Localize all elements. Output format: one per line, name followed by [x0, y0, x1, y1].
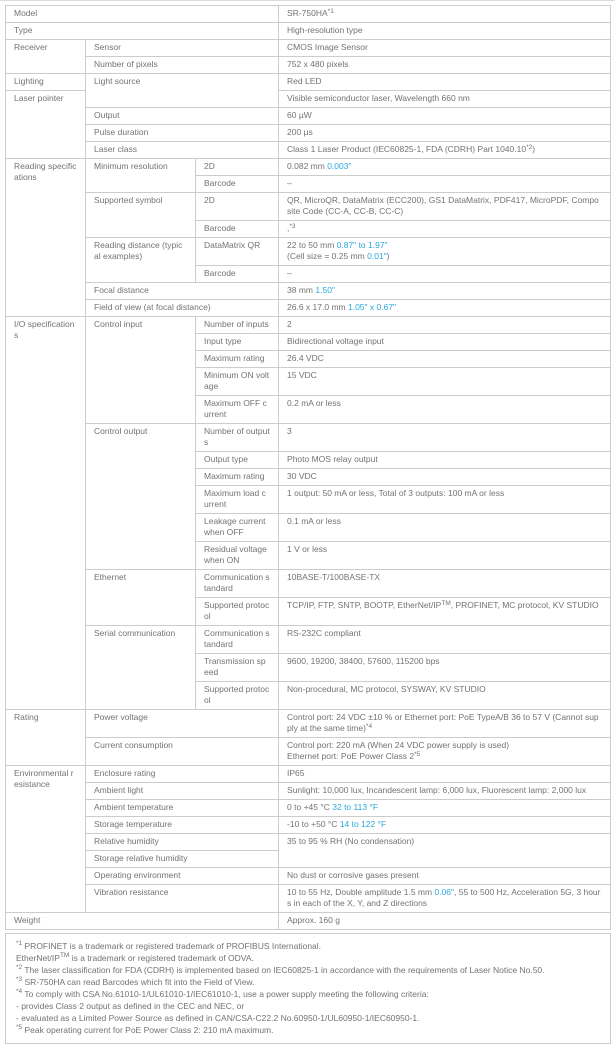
table-row — [6, 300, 611, 317]
superscript-marker: *4 — [16, 988, 23, 995]
spec-label-cell — [6, 913, 279, 930]
superscript-marker: *5 — [414, 751, 421, 758]
spec-text: Minimum ON voltage — [204, 370, 270, 391]
spec-text: 9600, 19200, 38400, 57600, 115200 bps — [287, 656, 440, 666]
spec-text: EtherNet/IP — [16, 953, 60, 963]
spec-value-cell — [279, 834, 611, 868]
unit-conversion-text: 1.05" x 0.67" — [347, 302, 397, 312]
spec-text: 38 mm — [287, 285, 316, 295]
spec-text: 10BASE-T/100BASE-TX — [287, 572, 381, 582]
spec-text: Control output — [94, 426, 148, 436]
spec-value-cell — [279, 626, 611, 654]
spec-label-cell — [6, 6, 279, 23]
spec-text: PROFINET is a trademark or registered trademark of PROFIBUS International. — [22, 941, 322, 951]
spec-text: 26.4 VDC — [287, 353, 324, 363]
superscript-marker: *1 — [16, 940, 23, 947]
spec-text: High-resolution type — [287, 25, 363, 35]
superscript-marker: *5 — [16, 1024, 23, 1031]
spec-label-cell — [86, 868, 279, 885]
spec-label-cell — [86, 626, 196, 710]
spec-text: Environmental resistance — [14, 768, 74, 789]
spec-text: Maximum load current — [204, 488, 266, 509]
footnotes-box — [5, 933, 611, 1044]
spec-text: 1 V or less — [287, 544, 328, 554]
footnote-line — [16, 976, 600, 988]
spec-value-cell — [279, 514, 611, 542]
spec-value-cell — [279, 142, 611, 159]
spec-text: 0 to +45 °C — [287, 802, 333, 812]
spec-text: Leakage current when OFF — [204, 516, 266, 537]
spec-value-cell — [279, 396, 611, 424]
spec-text: RS-232C compliant — [287, 628, 361, 638]
spec-text: – — [287, 268, 292, 278]
spec-label-cell — [196, 266, 279, 283]
spec-text: - evaluated as a Limited Power Source as defined in CAN/CSA-C22.2 No.60950-1/UL60950-1/IEC60950-1. — [16, 1013, 420, 1023]
spec-label-cell — [196, 351, 279, 368]
spec-label-cell — [6, 710, 86, 766]
spec-value-cell — [279, 159, 611, 176]
spec-value-cell — [279, 486, 611, 514]
spec-value-cell — [279, 108, 611, 125]
spec-text: 2D — [204, 161, 215, 171]
spec-text: Maximum rating — [204, 353, 265, 363]
spec-label-cell — [196, 317, 279, 334]
spec-label-cell — [86, 766, 279, 783]
spec-text: Bidirectional voltage input — [287, 336, 384, 346]
footnote-line — [16, 1000, 600, 1012]
footnote-line — [16, 988, 600, 1000]
spec-label-cell — [86, 238, 196, 283]
unit-conversion-text: 0.06" — [434, 887, 455, 897]
spec-value-cell — [279, 300, 611, 317]
spec-text: Ethernet port: PoE Power Class 2 — [287, 751, 415, 761]
spec-text: Power voltage — [94, 712, 148, 722]
spec-text: Laser class — [94, 144, 137, 154]
spec-value-cell — [279, 452, 611, 469]
table-row — [6, 238, 611, 266]
spec-text: Red LED — [287, 76, 322, 86]
spec-label-cell — [6, 317, 86, 710]
spec-text: Laser pointer — [14, 93, 64, 103]
spec-text: Control input — [94, 319, 143, 329]
spec-text: The laser classification for FDA (CDRH) is implemented based on IEC60825-1 in accordance with the requirements of Laser Notice No.50. — [22, 965, 545, 975]
spec-value-cell — [279, 176, 611, 193]
spec-text: Rating — [14, 712, 39, 722]
spec-label-cell — [196, 486, 279, 514]
spec-text: CMOS Image Sensor — [287, 42, 368, 52]
spec-label-cell — [196, 469, 279, 486]
spec-value-cell — [279, 738, 611, 766]
spec-value-cell — [279, 266, 611, 283]
table-row — [6, 40, 611, 57]
spec-text: Enclosure rating — [94, 768, 156, 778]
spec-value-cell — [279, 654, 611, 682]
spec-text: Receiver — [14, 42, 48, 52]
spec-value-cell — [279, 125, 611, 142]
spec-label-cell — [86, 40, 279, 57]
spec-label-cell — [86, 159, 196, 193]
table-row — [6, 783, 611, 800]
spec-text: Transmission speed — [204, 656, 266, 677]
spec-text: Supported protocol — [204, 600, 270, 621]
spec-label-cell — [196, 570, 279, 598]
unit-conversion-text: 32 to 113 °F — [332, 802, 379, 812]
spec-text: Field of view (at focal distance) — [94, 302, 211, 312]
spec-text: 752 x 480 pixels — [287, 59, 349, 69]
footnote-line — [16, 964, 600, 976]
spec-text: , 55 to 500 Hz, Acceleration 5G, 3 hours in each of the X, Y, and Z directions — [287, 887, 601, 908]
spec-label-cell — [86, 783, 279, 800]
spec-value-cell — [279, 6, 611, 23]
table-row — [6, 424, 611, 452]
spec-label-cell — [86, 283, 279, 300]
spec-text: Number of pixels — [94, 59, 158, 69]
spec-value-cell — [279, 542, 611, 570]
spec-label-cell — [196, 682, 279, 710]
spec-table — [5, 5, 611, 930]
spec-text: Serial communication — [94, 628, 176, 638]
spec-text: Storage temperature — [94, 819, 172, 829]
table-row — [6, 317, 611, 334]
spec-label-cell — [86, 74, 279, 108]
spec-value-cell — [279, 710, 611, 738]
spec-text: Storage relative humidity — [94, 853, 188, 863]
table-row — [6, 834, 611, 851]
table-row — [6, 108, 611, 125]
spec-text: (Cell size = 0.25 mm — [287, 251, 368, 261]
spec-value-cell — [279, 682, 611, 710]
spec-label-cell — [86, 142, 279, 159]
spec-label-cell — [196, 238, 279, 266]
superscript-marker: *2 — [526, 144, 533, 151]
spec-label-cell — [86, 317, 196, 424]
unit-conversion-text: 0.87" to 1.97" — [336, 240, 388, 250]
superscript-marker: *3 — [16, 976, 23, 983]
spec-table-body — [6, 6, 611, 930]
spec-text: 0.1 mA or less — [287, 516, 341, 526]
spec-text: 60 µW — [287, 110, 312, 120]
spec-label-cell — [6, 40, 86, 74]
spec-text: 2 — [287, 319, 292, 329]
spec-text: Barcode — [204, 268, 236, 278]
table-row — [6, 766, 611, 783]
spec-value-cell — [279, 800, 611, 817]
unit-conversion-text: 14 to 122 °F — [339, 819, 387, 829]
spec-text: Communication standard — [204, 572, 270, 593]
spec-value-cell — [279, 469, 611, 486]
footnote-line — [16, 952, 600, 964]
spec-text: Supported symbol — [94, 195, 163, 205]
spec-label-cell — [196, 542, 279, 570]
spec-text: Ethernet — [94, 572, 127, 582]
spec-text: Model — [14, 8, 38, 18]
spec-text: Current consumption — [94, 740, 173, 750]
spec-text: Approx. 160 g — [287, 915, 340, 925]
spec-label-cell — [86, 851, 279, 868]
spec-label-cell — [86, 834, 279, 851]
spec-value-cell — [279, 238, 611, 266]
superscript-marker: *1 — [327, 8, 334, 15]
spec-label-cell — [196, 514, 279, 542]
spec-text: Visible semiconductor laser, Wavelength 660 nm — [287, 93, 470, 103]
table-row — [6, 23, 611, 40]
spec-text: Photo MOS relay output — [287, 454, 378, 464]
spec-text: -10 to +50 °C — [287, 819, 340, 829]
spec-value-cell — [279, 317, 611, 334]
spec-value-cell — [279, 221, 611, 238]
spec-text: Input type — [204, 336, 242, 346]
spec-text: No dust or corrosive gases present — [287, 870, 419, 880]
superscript-marker: *3 — [289, 223, 296, 230]
spec-text: , — [287, 223, 290, 233]
spec-text: Pulse duration — [94, 127, 149, 137]
spec-text: Ambient temperature — [94, 802, 174, 812]
spec-value-cell — [279, 913, 611, 930]
spec-text: Non-procedural, MC protocol, SYSWAY, KV STUDIO — [287, 684, 486, 694]
footnote-line — [16, 940, 600, 952]
table-row — [6, 868, 611, 885]
spec-text: Sensor — [94, 42, 121, 52]
spec-text: Maximum rating — [204, 471, 265, 481]
spec-label-cell — [86, 424, 196, 570]
spec-text: Number of inputs — [204, 319, 269, 329]
spec-text: 10 to 55 Hz, Double amplitude 1.5 mm — [287, 887, 435, 897]
spec-text: 200 µs — [287, 127, 313, 137]
table-row — [6, 74, 611, 91]
spec-text: Reading distance (typical examples) — [94, 240, 183, 261]
spec-text: ) — [532, 144, 536, 154]
spec-text: QR, MicroQR, DataMatrix (ECC200), GS1 DataMatrix, PDF417, MicroPDF, Composite Code (CC-A, CC-B, CC-C) — [287, 195, 599, 216]
table-row — [6, 800, 611, 817]
table-row — [6, 738, 611, 766]
spec-label-cell — [196, 159, 279, 176]
table-row — [6, 193, 611, 221]
spec-text: 0.2 mA or less — [287, 398, 341, 408]
spec-value-cell — [279, 283, 611, 300]
spec-label-cell — [196, 221, 279, 238]
spec-value-cell — [279, 885, 611, 913]
spec-text: 2D — [204, 195, 215, 205]
table-row — [6, 570, 611, 598]
spec-label-cell — [6, 159, 86, 317]
spec-text: 26.6 x 17.0 mm — [287, 302, 348, 312]
spec-text: Barcode — [204, 223, 236, 233]
spec-text: SR-750HA — [287, 8, 328, 18]
spec-text: 35 to 95 % RH (No condensation) — [287, 836, 415, 846]
spec-label-cell — [86, 125, 279, 142]
table-row — [6, 913, 611, 930]
spec-text: Type — [14, 25, 33, 35]
spec-label-cell — [6, 23, 279, 40]
spec-text: – — [287, 178, 292, 188]
spec-text: Peak operating current for PoE Power Class 2: 210 mA maximum. — [22, 1025, 274, 1035]
spec-text: is a trademark or registered trademark of ODVA. — [69, 953, 254, 963]
table-row — [6, 142, 611, 159]
spec-label-cell — [86, 570, 196, 626]
spec-text: Sunlight: 10,000 lux, Incandescent lamp: 6,000 lux, Fluorescent lamp: 2,000 lux — [287, 785, 587, 795]
superscript-marker: *2 — [16, 964, 23, 971]
spec-label-cell — [6, 74, 86, 91]
spec-text: Minimum resolution — [94, 161, 168, 171]
spec-text: SR-750HA can read Barcodes which fit into the Field of View. — [22, 977, 255, 987]
spec-value-cell — [279, 40, 611, 57]
spec-value-cell — [279, 766, 611, 783]
spec-page — [0, 1, 615, 1044]
spec-value-cell — [279, 783, 611, 800]
spec-label-cell — [196, 626, 279, 654]
spec-label-cell — [6, 766, 86, 913]
spec-text: Focal distance — [94, 285, 149, 295]
spec-label-cell — [86, 817, 279, 834]
spec-value-cell — [279, 57, 611, 74]
spec-text: 30 VDC — [287, 471, 317, 481]
spec-value-cell — [279, 334, 611, 351]
spec-text: Relative humidity — [94, 836, 159, 846]
spec-value-cell — [279, 368, 611, 396]
spec-text: Weight — [14, 915, 41, 925]
spec-label-cell — [86, 738, 279, 766]
superscript-marker: TM — [59, 952, 70, 959]
spec-label-cell — [86, 800, 279, 817]
table-row — [6, 125, 611, 142]
spec-text: Maximum OFF current — [204, 398, 267, 419]
spec-label-cell — [196, 396, 279, 424]
spec-text: Control port: 220 mA (When 24 VDC power supply is used) — [287, 740, 510, 750]
table-row — [6, 283, 611, 300]
spec-text: 0.082 mm — [287, 161, 328, 171]
spec-value-cell — [279, 817, 611, 834]
spec-text: Class 1 Laser Product (IEC60825-1, FDA (CDRH) Part 1040.10 — [287, 144, 527, 154]
table-row — [6, 710, 611, 738]
spec-text: Output type — [204, 454, 248, 464]
spec-label-cell — [196, 452, 279, 469]
superscript-marker: TM — [441, 600, 451, 607]
spec-text: Number of outputs — [204, 426, 270, 447]
spec-text: Supported protocol — [204, 684, 270, 705]
spec-text: Output — [94, 110, 120, 120]
unit-conversion-text: 0.003" — [327, 161, 352, 171]
unit-conversion-text: 0.01" — [367, 251, 387, 261]
spec-text: To comply with CSA No.61010-1/UL61010-1/IEC61010-1, use a power supply meeting the following criteria: — [22, 989, 429, 999]
spec-value-cell — [279, 23, 611, 40]
table-row — [6, 626, 611, 654]
spec-label-cell — [196, 334, 279, 351]
spec-text: Light source — [94, 76, 141, 86]
spec-text: TCP/IP, FTP, SNTP, BOOTP, EtherNet/IP — [287, 600, 442, 610]
spec-label-cell — [86, 885, 279, 913]
spec-text: 1 output: 50 mA or less, Total of 3 outputs: 100 mA or less — [287, 488, 505, 498]
spec-text: Ambient light — [94, 785, 144, 795]
spec-label-cell — [86, 57, 279, 74]
spec-text: 3 — [287, 426, 292, 436]
table-row — [6, 159, 611, 176]
spec-text: , PROFINET, MC protocol, KV STUDIO — [450, 600, 599, 610]
spec-value-cell — [279, 598, 611, 626]
spec-text: 22 to 50 mm — [287, 240, 337, 250]
spec-text: Lighting — [14, 76, 44, 86]
spec-label-cell — [196, 368, 279, 396]
spec-label-cell — [196, 424, 279, 452]
spec-text: Communication standard — [204, 628, 270, 649]
spec-label-cell — [196, 598, 279, 626]
spec-text: DataMatrix QR — [204, 240, 261, 250]
spec-text: - provides Class 2 output as defined in the CEC and NEC, or — [16, 1001, 245, 1011]
superscript-marker: *4 — [365, 723, 373, 730]
spec-text: Reading specifications — [14, 161, 77, 182]
spec-text: Operating environment — [94, 870, 181, 880]
footnote-line — [16, 1012, 600, 1024]
spec-label-cell — [196, 654, 279, 682]
table-row — [6, 885, 611, 913]
spec-value-cell — [279, 570, 611, 598]
spec-label-cell — [196, 193, 279, 221]
spec-value-cell — [279, 351, 611, 368]
spec-value-cell — [279, 74, 611, 91]
spec-text: 15 VDC — [287, 370, 317, 380]
spec-text: Barcode — [204, 178, 236, 188]
spec-value-cell — [279, 424, 611, 452]
spec-text: I/O specifications — [14, 319, 75, 340]
unit-conversion-text: 1.50" — [315, 285, 335, 295]
spec-text: Residual voltage when ON — [204, 544, 267, 565]
spec-text: Vibration resistance — [94, 887, 169, 897]
table-row — [6, 817, 611, 834]
spec-label-cell — [86, 193, 196, 238]
spec-text: Control port: 24 VDC ±10 % or Ethernet port: PoE TypeA/B 36 to 57 V (Cannot supply at the same time) — [287, 712, 599, 733]
spec-label-cell — [86, 710, 279, 738]
spec-text: IP65 — [287, 768, 305, 778]
spec-value-cell — [279, 868, 611, 885]
spec-text: ) — [386, 251, 390, 261]
spec-label-cell — [86, 108, 279, 125]
table-row — [6, 6, 611, 23]
spec-value-cell — [279, 193, 611, 221]
footnote-line — [16, 1024, 600, 1036]
spec-label-cell — [86, 300, 279, 317]
spec-label-cell — [196, 176, 279, 193]
table-row — [6, 57, 611, 74]
spec-value-cell — [279, 91, 611, 108]
spec-label-cell — [6, 91, 86, 159]
